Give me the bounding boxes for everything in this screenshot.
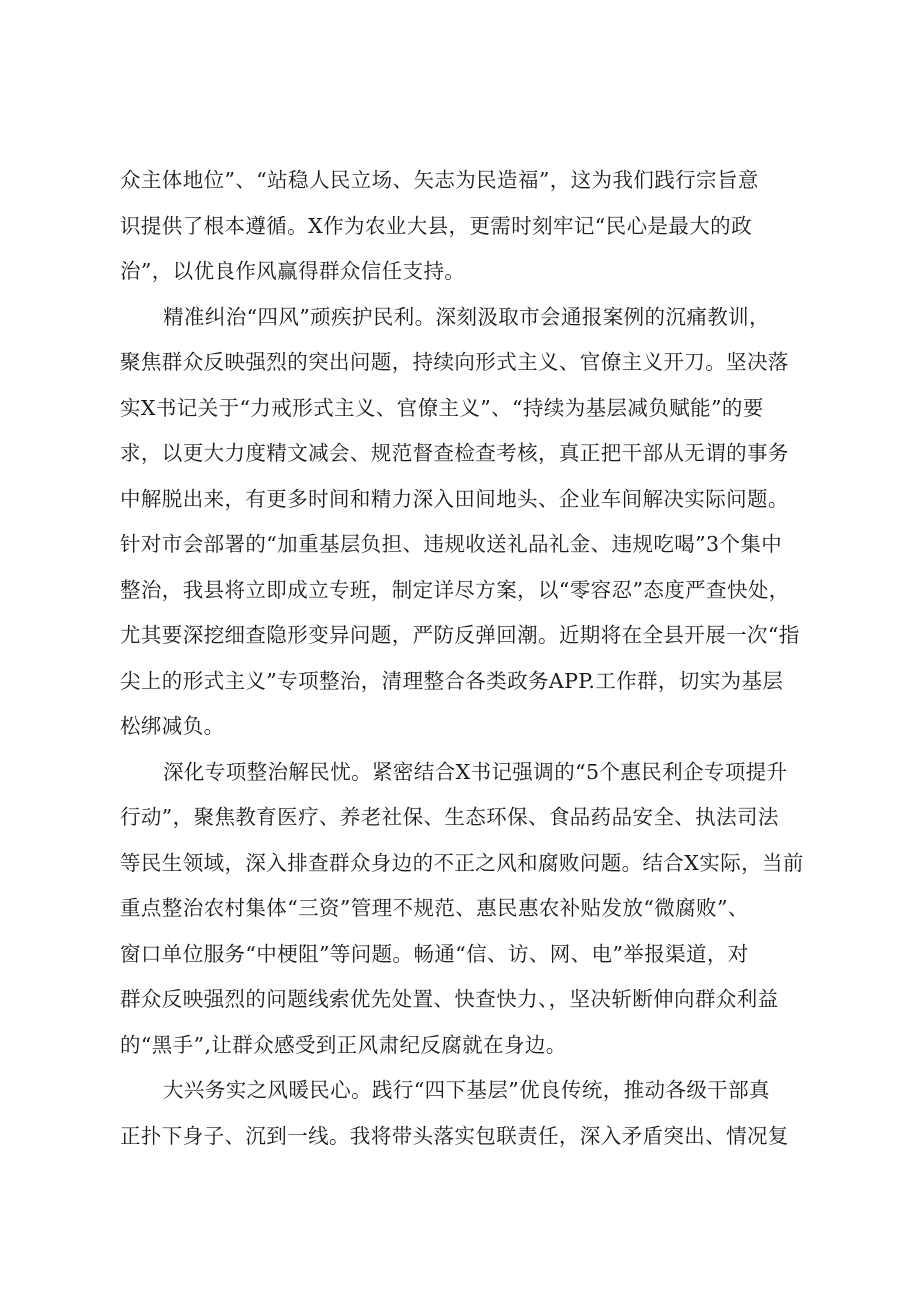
paragraph-heading-line: 大兴务实之风暖民心。践行“四下基层”优良传统，推动各级干部真 bbox=[163, 1078, 770, 1102]
text-line: 尤其要深挖细查隐形变异问题，严防反弹回潮。近期将在全县开展一次“指 bbox=[120, 623, 800, 647]
text-line: 整治，我县将立即成立专班，制定详尽方案，以“零容忍”态度严查快处， bbox=[120, 578, 790, 602]
paragraph-heading-line: 精准纠治“四风”顽疾护民利。深刻汲取市会通报案例的沉痛教训， bbox=[163, 305, 770, 329]
text-line: 松绑减负。 bbox=[120, 714, 225, 738]
text-line: 求，以更大力度精文减会、规范督查检查考核，真正把干部从无谓的事务 bbox=[120, 441, 789, 465]
paragraph-heading-line: 深化专项整治解民忧。紧密结合X书记强调的“5个惠民利企专项提升 bbox=[163, 760, 788, 784]
text-line: 针对市会部署的“加重基层负担、违规收送礼品礼金、违规吃喝”3个集中 bbox=[120, 532, 783, 556]
text-line: 众主体地位”、“站稳人民立场、矢志为民造福”，这为我们践行宗旨意 bbox=[120, 168, 759, 192]
text-line: 群众反映强烈的问题线索优先处置、快查快力、，坚决斩断伸向群众利益 bbox=[120, 987, 779, 1011]
text-line: 等民生领域，深入排查群众身边的不正之风和腐败问题。结合X实际，当前 bbox=[120, 851, 804, 875]
text-line: 识提供了根本遵循。X作为农业大县，更需时刻牢记“民心是最大的政 bbox=[120, 214, 752, 238]
text-line: 正扑下身子、沉到一线。我将带头落实包联责任，深入矛盾突出、情况复 bbox=[120, 1124, 789, 1148]
text-line: 尖上的形式主义”专项整治，清理整合各类政务APP.工作群，切实为基层 bbox=[120, 669, 784, 693]
text-line: 窗口单位服务“中梗阻”等问题。畅通“信、访、网、电”举报渠道，对 bbox=[120, 942, 749, 966]
text-line: 实X书记关于“力戒形式主义、官僚主义”、“持续为基层减负赋能”的要 bbox=[120, 396, 764, 420]
text-line: 中解脱出来，有更多时间和精力深入田间地头、企业车间解决实际问题。 bbox=[120, 487, 789, 511]
text-line: 行动”，聚焦教育医疗、养老社保、生态环保、食品药品安全、执法司法 bbox=[120, 805, 779, 829]
text-line: 治”，以优良作风赢得群众信任支持。 bbox=[120, 259, 466, 283]
text-line: 的“黑手”,让群众感受到正风肃纪反腐就在身边。 bbox=[120, 1033, 567, 1057]
text-line: 聚焦群众反映强烈的突出问题，持续向形式主义、官僚主义开刀。坚决落 bbox=[120, 350, 789, 374]
text-line: 重点整治农村集体“三资”管理不规范、惠民惠农补贴发放“微腐败”、 bbox=[120, 896, 749, 920]
